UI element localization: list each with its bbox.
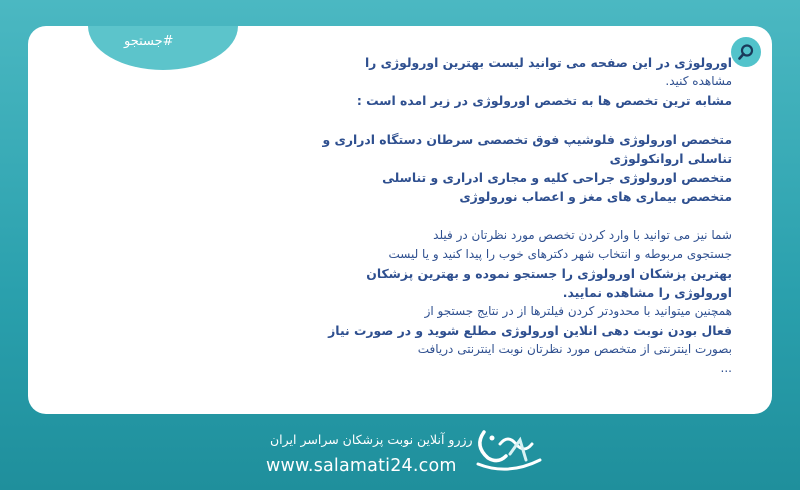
text-line: اورولوژی را مشاهده نمایید. [562,285,732,300]
footer-url[interactable]: www.salamati24.com [266,456,457,476]
search-button[interactable] [731,37,761,67]
text-line: بهترین پزشکان اورولوژی را جستجو نموده و بهترین پزشکان [366,266,732,281]
content-card [28,26,772,414]
text-line: همچنین میتوانید با محدودتر کردن فیلترها از در نتایج جستجو از [424,304,732,318]
spacer [272,206,732,226]
salamati-logo [470,424,546,482]
text-line: بصورت اینترنتی از متخصص مورد نظرتان نوبت اینترنتی دریافت [417,342,732,356]
text-line: متخصص اورولوژی فلوشیپ فوق تخصصی سرطان دستگاه ادراری و [322,132,732,147]
search-icon [737,43,755,61]
text-line: فعال بودن نوبت دهی انلاین اورولوژی مطلع شوید و در صورت نیاز [328,323,732,338]
text-line: جستجوی مربوطه و انتخاب شهر دکترهای خوب را پیدا کنید و یا لیست [388,247,732,261]
spacer [272,110,732,130]
text-line: متخصص اورولوژی جراحی کلیه و مجاری ادراری و تناسلی [382,170,732,185]
footer-tagline: رزرو آنلاین نوبت پزشکان سراسر ایران [270,432,473,447]
text-line: مشابه ترین تخصص ها به تخصص اورولوژی در زیر امده است : [356,93,732,108]
tag-label[interactable]: #جستجو [124,34,174,49]
text-line: اورولوژی در این صفحه می توانید لیست بهترین اورولوژی را [364,55,732,70]
text-line: مشاهده کنید. [665,74,732,88]
description-text [272,53,732,378]
text-line: شما نیز می توانید با وارد کردن تخصص مورد نظرتان در فیلد [433,228,732,242]
text-line: تناسلی اروانکولوژی [609,151,732,166]
text-line: متخصص بیماری های مغز و اعصاب نورولوژی [459,189,732,204]
text-line: ... [720,361,732,375]
